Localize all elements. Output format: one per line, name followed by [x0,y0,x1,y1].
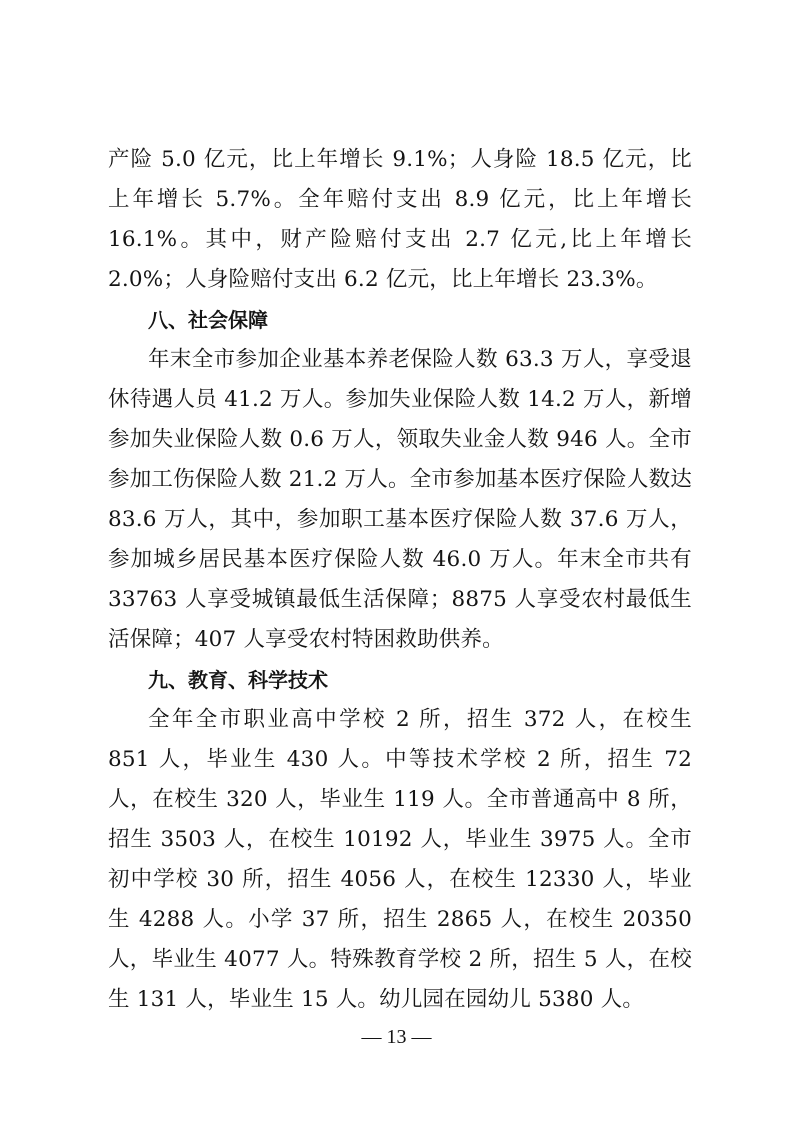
paragraph-social-security: 年末全市参加企业基本养老保险人数 63.3 万人，享受退休待遇人员 41.2 万人。参加失业保险人数 14.2 万人，新增参加失业保险人数 0.6 万人，领取失业金人数 946 人。全市参加工伤保险人数 21.2 万人。全市参加基本医疗保险人数达 83.6 万人，其中，参加职工基本医疗保险人数 37.6 万人，参加城乡居民基本医疗保险人数 46.0 万人。年末全市共有 33763 人享受城镇最低生活保障；8875 人享受农村最低生活保障；407 人享受农村特困救助供养。 [108,347,692,652]
section-heading-education-science: 九、教育、科学技术 [148,668,328,692]
section-heading-social-security: 八、社会保障 [148,308,268,332]
document-body [108,140,692,1020]
paragraph-insurance: 产险 5.0 亿元，比上年增长 9.1%；人身险 18.5 亿元，比上年增长 5.7%。全年赔付支出 8.9 亿元，比上年增长 16.1%。其中，财产险赔付支出 2.7 亿元,比上年增长 2.0%；人身险赔付支出 6.2 亿元，比上年增长 23.3%。 [108,147,692,292]
page-number: — 13 — [361,1026,432,1048]
paragraph-education: 全年全市职业高中学校 2 所，招生 372 人，在校生 851 人，毕业生 430 人。中等技术学校 2 所，招生 72 人，在校生 320 人，毕业生 119 人。全市普通高中 8 所，招生 3503 人，在校生 10192 人，毕业生 3975 人。全市初中学校 30 所，招生 4056 人，在校生 12330 人，毕业生 4288 人。小学 37 所，招生 2865 人，在校生 20350 人，毕业生 4077 人。特殊教育学校 2 所，招生 5 人，在校生 131 人，毕业生 15 人。幼儿园在园幼儿 5380 人。 [108,707,692,1012]
